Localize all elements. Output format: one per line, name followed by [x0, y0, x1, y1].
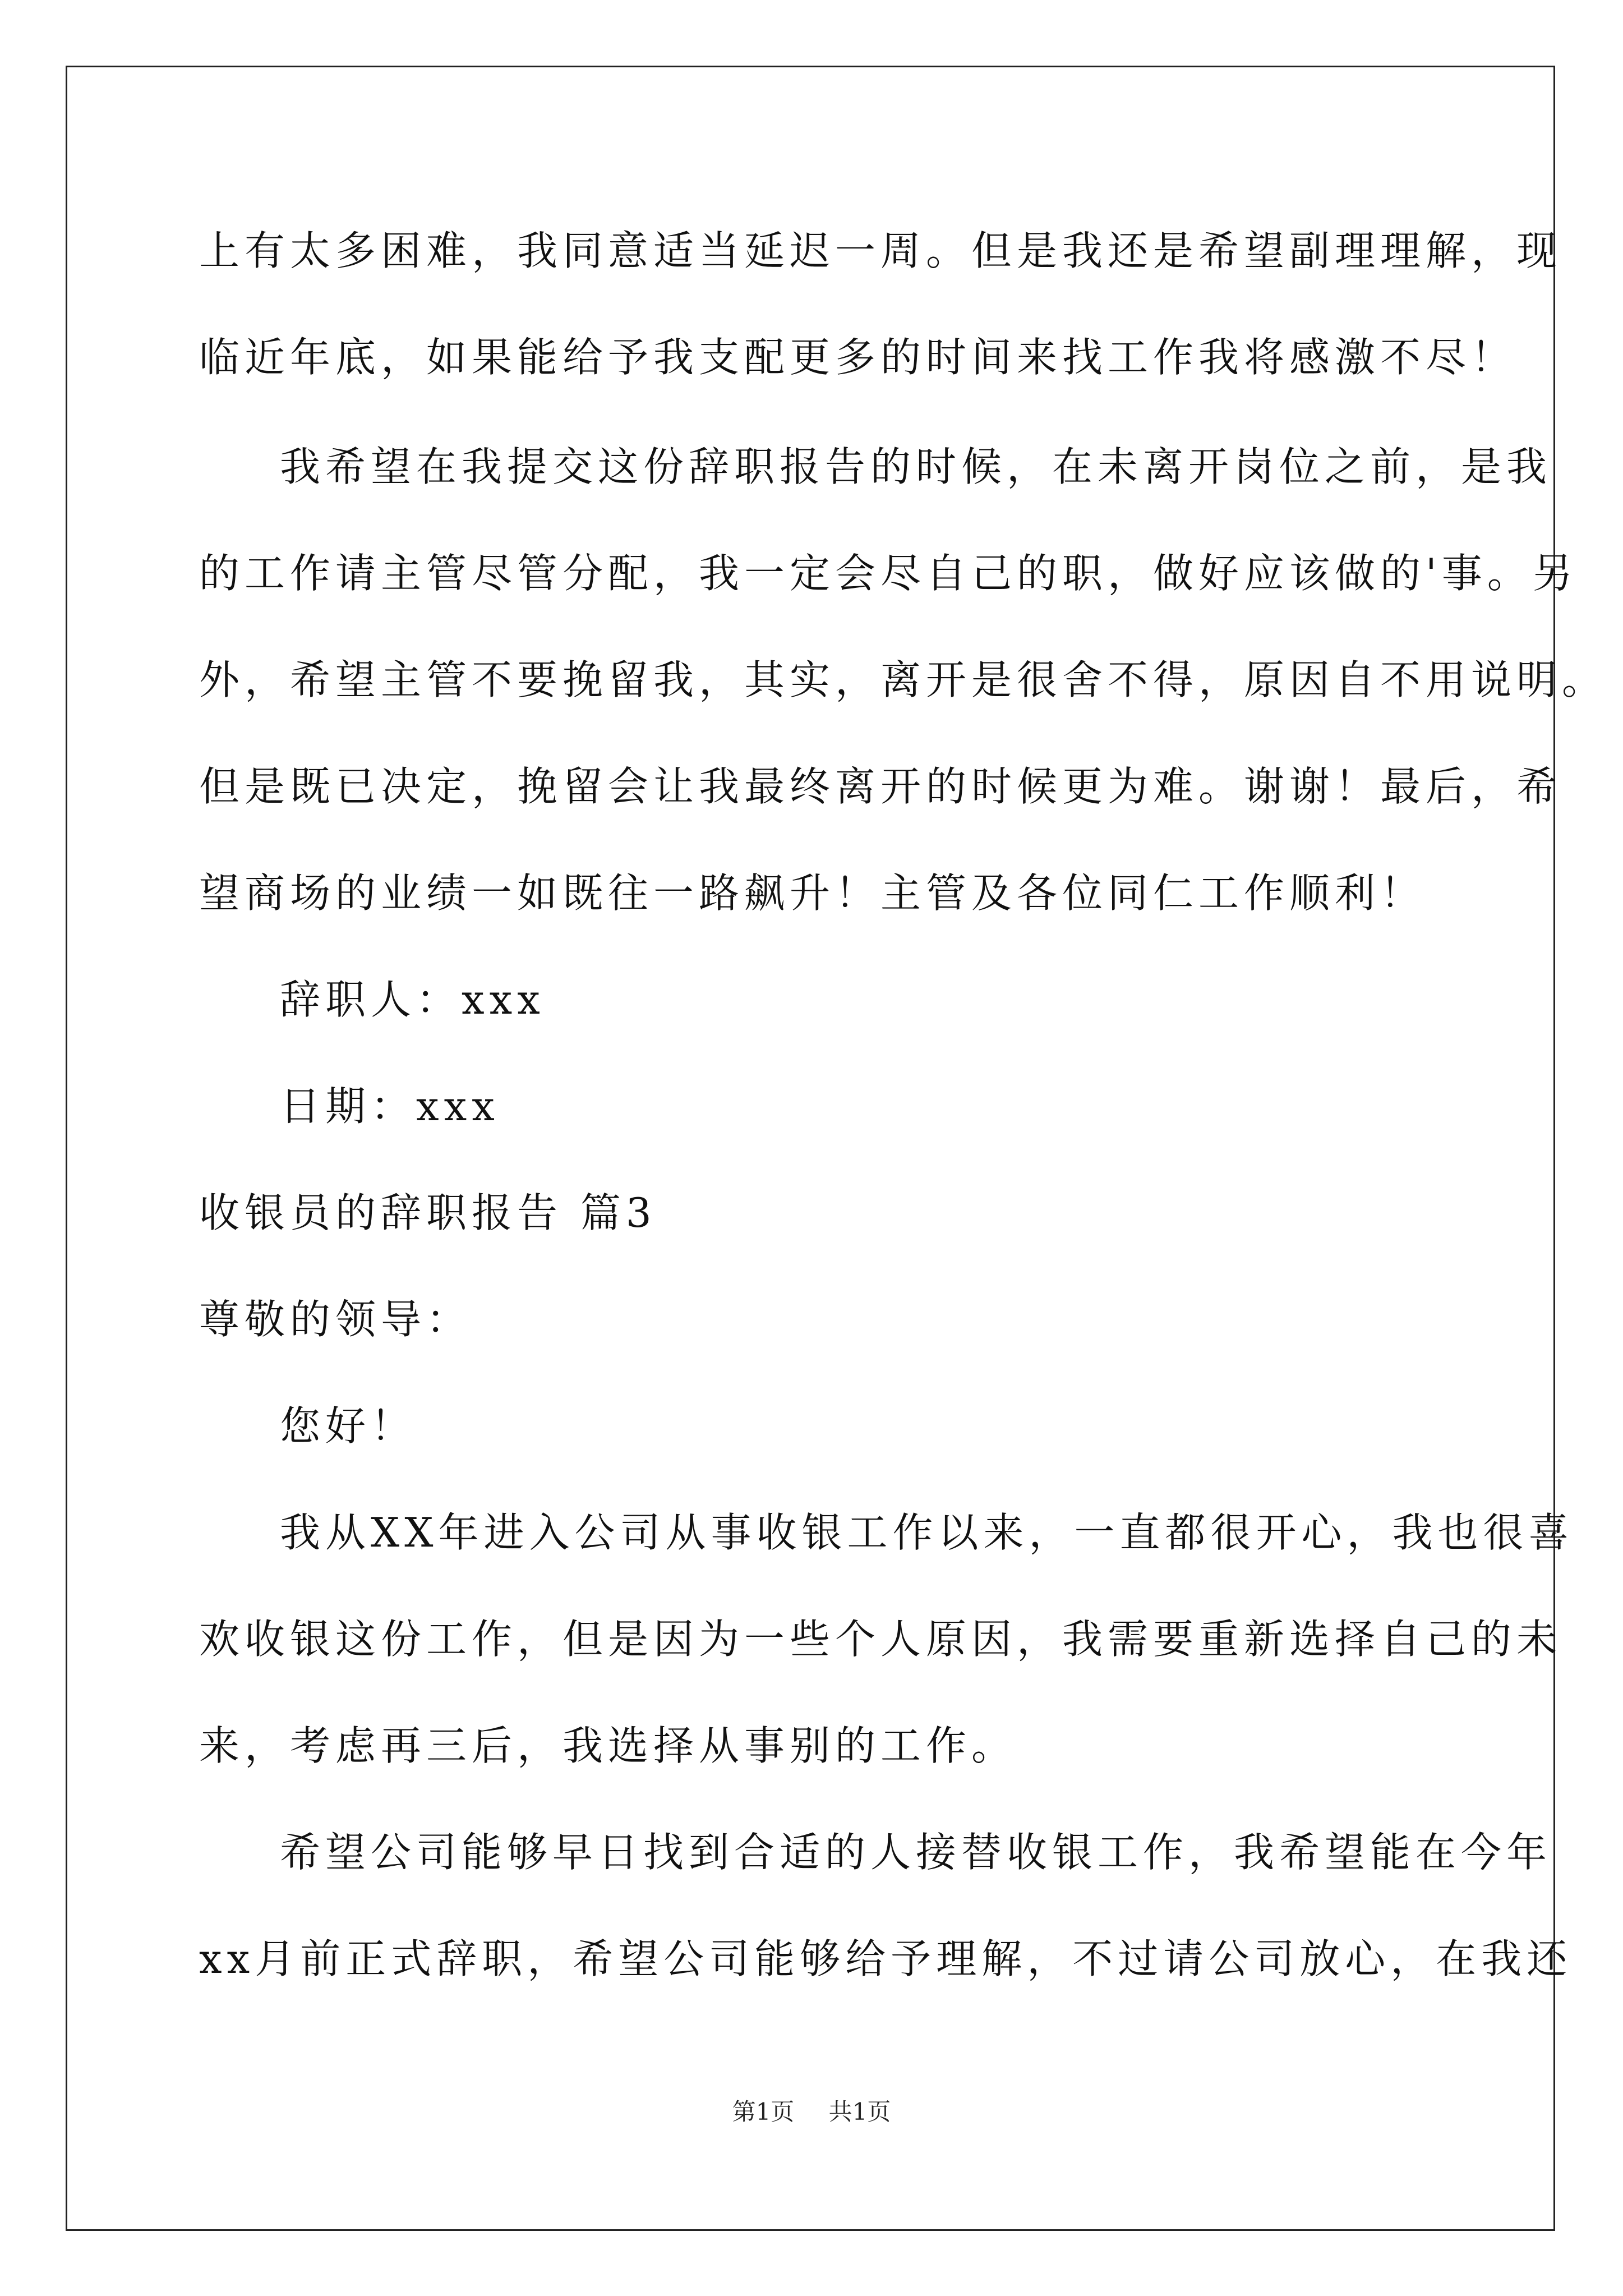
text-line: 我希望在我提交这份辞职报告的时候，在未离开岗位之前，是我 [280, 443, 1552, 490]
text-line: 欢收银这份工作，但是因为一些个人原因，我需要重新选择自己的未 [199, 1616, 1562, 1663]
text-line: 希望公司能够早日找到合适的人接替收银工作，我希望能在今年 [280, 1829, 1552, 1876]
text-line: 望商场的业绩一如既往一路飙升！主管及各位同仁工作顺利！ [199, 869, 1426, 917]
text-line: 但是既已决定，挽留会让我最终离开的时候更为难。谢谢！最后，希 [199, 763, 1562, 810]
page-border [66, 66, 1555, 2231]
date-line: 日期：xxx [280, 1083, 500, 1130]
text-line: 临近年底，如果能给予我支配更多的时间来找工作我将感激不尽！ [199, 334, 1517, 381]
text-line: 外，希望主管不要挽留我，其实，离开是很舍不得，原因自不用说明。 [199, 656, 1608, 703]
section-heading: 收银员的辞职报告 篇3 [199, 1189, 657, 1236]
text-line: 来，考虑再三后，我选择从事别的工作。 [199, 1722, 1017, 1769]
text-line: 我从XX年进入公司从事收银工作以来，一直都很开心，我也很喜 [280, 1509, 1574, 1556]
page-number: 第1页 [732, 2098, 795, 2125]
salutation: 尊敬的领导： [199, 1296, 472, 1343]
page-footer [0, 2098, 1623, 2126]
text-line: 的工作请主管尽管分配，我一定会尽自己的职，做好应该做的'事。另 [199, 550, 1578, 597]
text-line: xx月前正式辞职，希望公司能够给予理解，不过请公司放心，在我还 [199, 1935, 1573, 1982]
text-line: 上有太多困难，我同意适当延迟一周。但是我还是希望副理理解，现 [199, 227, 1562, 274]
page-total: 共1页 [828, 2098, 891, 2125]
signer-line: 辞职人：xxx [280, 976, 545, 1023]
greeting: 您好！ [280, 1402, 417, 1450]
